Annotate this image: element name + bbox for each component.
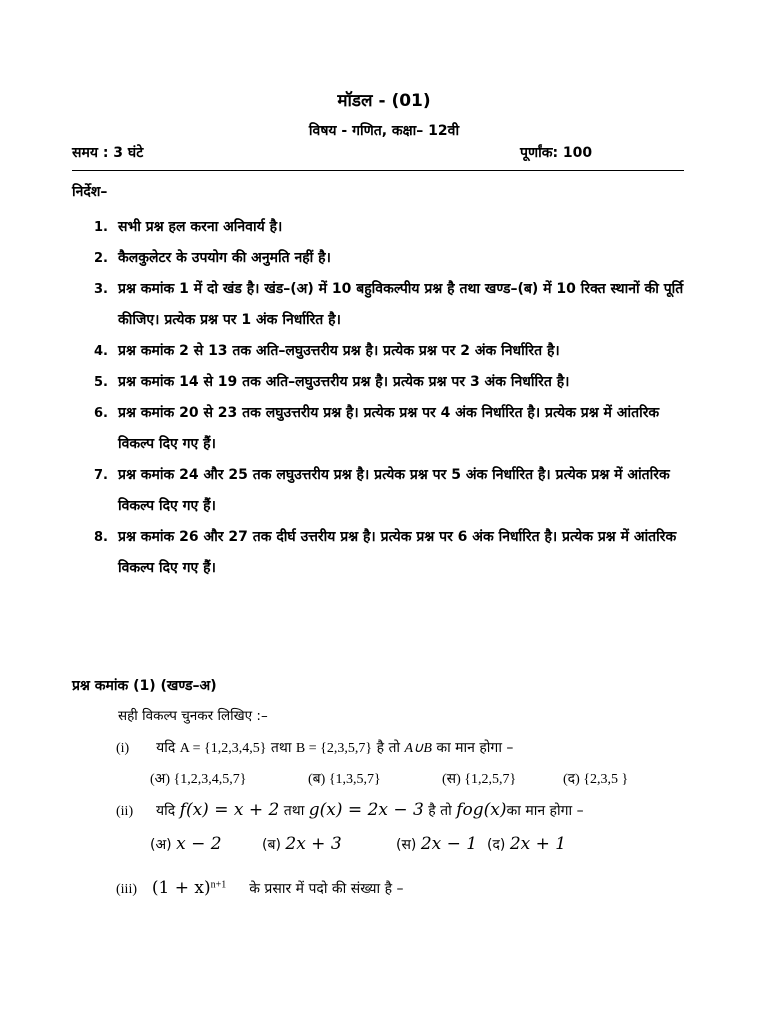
- instruction-number: 4.: [94, 344, 108, 359]
- instruction-number: 7.: [94, 468, 108, 483]
- option-a: (अ) {1,2,3,4,5,7}: [150, 772, 247, 787]
- option-label: (द): [487, 837, 506, 853]
- instruction-text: कैलकुलेटर के उपयोग की अनुमति नहीं है।: [118, 250, 331, 266]
- instruction-number: 6.: [94, 406, 108, 421]
- instruction-item: [94, 460, 694, 522]
- option-value: x − 2: [176, 834, 222, 854]
- section-heading: प्रश्न कमांक (1) (खण्ड–अ): [72, 678, 217, 694]
- binomial-base: (1 + x): [151, 878, 211, 898]
- option-c: [396, 834, 477, 854]
- instruction-item: [94, 274, 694, 336]
- question-2: [116, 800, 584, 820]
- instruction-item: [94, 336, 694, 367]
- instruction-text: प्रश्न कमांक 20 से 23 तक लघुउत्तरीय प्रश्न है। प्रत्येक प्रश्न पर 4 अंक निर्धारित है। प्रत्येक प्रश्न में आंतरिक विकल्प दिए गए हैं।: [118, 405, 660, 452]
- header-divider: [72, 170, 684, 171]
- question-tail: का मान होगा –: [436, 740, 514, 756]
- question-mid: तथा: [283, 803, 305, 819]
- option-value: 2x + 3: [285, 834, 342, 854]
- option-b: (ब) {1,3,5,7}: [308, 772, 381, 787]
- instruction-number: 1.: [94, 220, 108, 235]
- option-label: (स): [396, 837, 417, 853]
- set-a: A = {1,2,3,4,5}: [179, 741, 267, 756]
- question-label: (ii): [116, 804, 134, 819]
- exam-duration: समय : 3 घंटे: [72, 145, 144, 161]
- question-then: है तो: [428, 803, 452, 819]
- instruction-number: 8.: [94, 530, 108, 545]
- composition-expression: fog(x): [456, 800, 507, 820]
- question-label: (iii): [116, 882, 137, 897]
- option-value: 2x + 1: [509, 834, 567, 854]
- section-prompt: सही विकल्प चुनकर लिखिए :–: [118, 708, 268, 724]
- instruction-number: 2.: [94, 251, 108, 266]
- option-c: (स) {1,2,5,7}: [442, 772, 517, 787]
- instruction-item: [94, 243, 694, 274]
- question-then: है तो: [376, 740, 401, 756]
- instructions-list: [94, 212, 694, 584]
- question-lead: यदि: [156, 740, 176, 756]
- instruction-number: 5.: [94, 375, 108, 390]
- function-g: g(x) = 2x − 3: [308, 800, 424, 820]
- instruction-text: प्रश्न कमांक 24 और 25 तक लघुउत्तरीय प्रश्न है। प्रत्येक प्रश्न पर 5 अंक निर्धारित है। प्रत्येक प्रश्न में आंतरिक विकल्प दिए गए हैं।: [118, 467, 670, 514]
- instruction-text: प्रश्न कमांक 2 से 13 तक अति–लघुउत्तरीय प्रश्न है। प्रत्येक प्रश्न पर 2 अंक निर्धारित है।: [118, 343, 560, 359]
- question-lead: यदि: [156, 803, 176, 819]
- option-value: 2x − 1: [420, 834, 478, 854]
- instruction-text: प्रश्न कमांक 26 और 27 तक दीर्घ उत्तरीय प्रश्न है। प्रत्येक प्रश्न पर 6 अंक निर्धारित है। प्रत्येक प्रश्न में आंतरिक विकल्प दिए गए हैं।: [118, 529, 677, 576]
- instruction-item: [94, 367, 694, 398]
- instruction-item: [94, 398, 694, 460]
- instruction-item: [94, 212, 694, 243]
- question-label: (i): [116, 741, 130, 756]
- instruction-number: 3.: [94, 282, 108, 297]
- set-b: B = {2,3,5,7}: [295, 741, 373, 756]
- option-label: (अ): [150, 837, 172, 853]
- binomial-exponent: n+1: [210, 879, 227, 891]
- option-a: [150, 834, 222, 854]
- question-tail: के प्रसार में पदो की संख्या है –: [249, 881, 404, 897]
- max-marks: पूर्णांक: 100: [520, 145, 593, 161]
- question-3: [116, 878, 403, 898]
- question-1: [116, 738, 513, 757]
- function-f: f(x) = x + 2: [179, 800, 280, 820]
- option-d: (द) {2,3,5 }: [563, 772, 629, 787]
- question-mid: तथा: [270, 740, 292, 756]
- instructions-heading: निर्देश–: [72, 184, 108, 200]
- option-b: [262, 834, 342, 854]
- option-d: [487, 834, 566, 854]
- question-tail: का मान होगा –: [506, 803, 584, 819]
- paper-title: मॉडल - (01): [337, 91, 431, 111]
- instruction-item: [94, 522, 694, 584]
- instruction-text: प्रश्न कमांक 14 से 19 तक अति–लघुउत्तरीय प्रश्न है। प्रत्येक प्रश्न पर 3 अंक निर्धारित है।: [118, 374, 570, 390]
- option-label: (ब): [262, 837, 281, 853]
- instruction-text: सभी प्रश्न हल करना अनिवार्य है।: [118, 219, 283, 235]
- union-expression: A∪B: [404, 741, 432, 756]
- instruction-text: प्रश्न कमांक 1 में दो खंड है। खंड–(अ) में 10 बहुविकल्पीय प्रश्न है तथा खण्ड–(ब) में 10 रिक्त स्थानों की पूर्ति कीजिए। प्रत्येक प्रश्न पर 1 अंक निर्धारित है।: [118, 281, 684, 328]
- paper-subtitle: विषय - गणित, कक्षा– 12वी: [308, 123, 460, 139]
